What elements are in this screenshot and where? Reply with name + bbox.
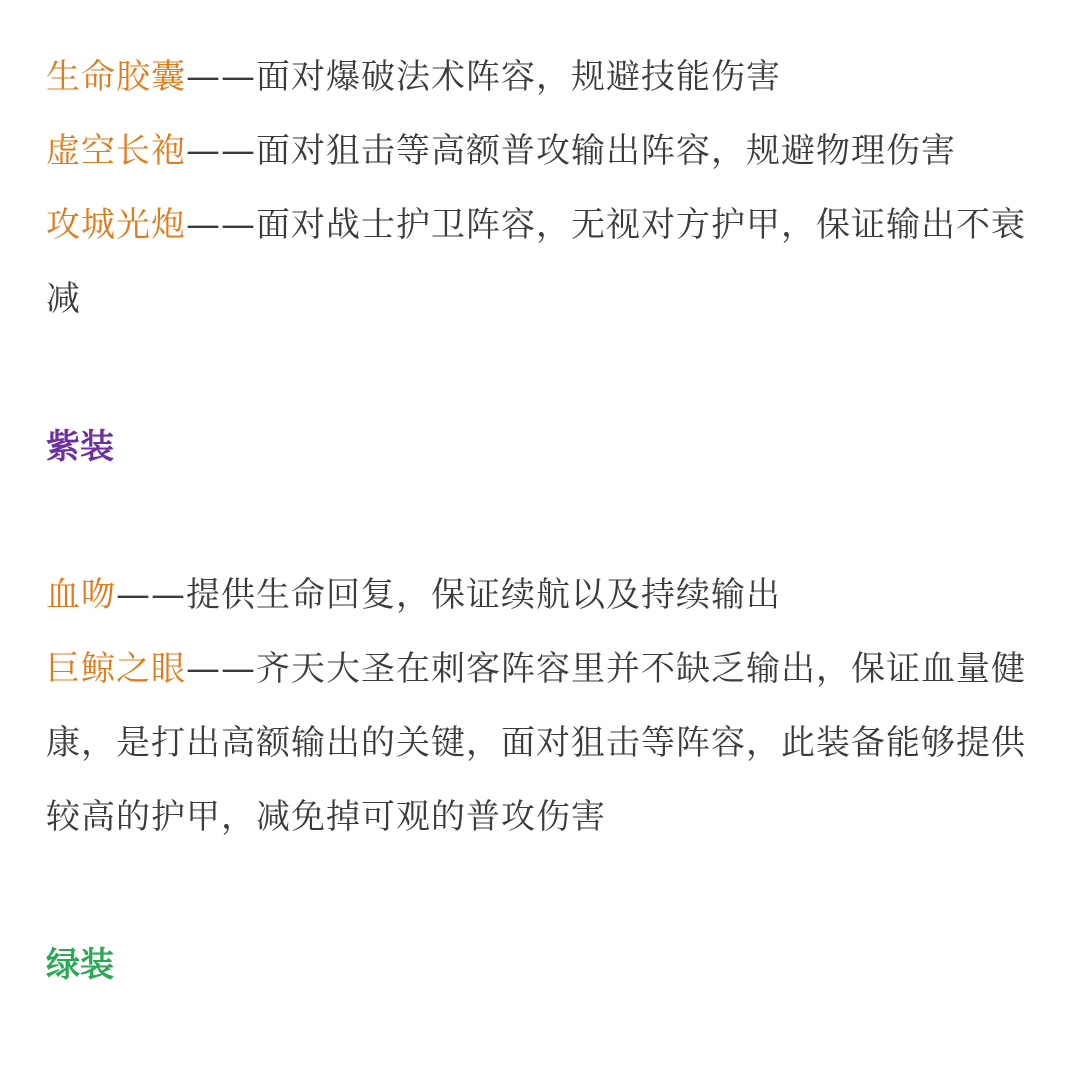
item-name: 生命胶囊	[46, 57, 186, 97]
section-heading-purple: 紫装	[46, 427, 114, 467]
article-content	[46, 40, 1046, 1002]
item-entry	[46, 114, 1046, 188]
spacer	[46, 336, 1046, 410]
item-description: ——面对狙击等高额普攻输出阵容，规避物理伤害	[186, 131, 956, 171]
item-entry	[46, 632, 1046, 854]
item-name: 血吻	[46, 575, 116, 615]
item-name: 虚空长袍	[46, 131, 186, 171]
section-heading-green: 绿装	[46, 945, 114, 985]
item-description: ——面对战士护卫阵容，无视对方护甲，保证输出不衰减	[46, 205, 1026, 319]
spacer	[46, 854, 1046, 928]
item-entry	[46, 188, 1046, 336]
item-name: 巨鲸之眼	[46, 649, 186, 689]
item-description: ——面对爆破法术阵容，规避技能伤害	[186, 57, 781, 97]
item-description: ——提供生命回复，保证续航以及持续输出	[116, 575, 781, 615]
item-entry	[46, 40, 1046, 114]
spacer	[46, 484, 1046, 558]
item-description: ——齐天大圣在刺客阵容里并不缺乏输出，保证血量健康，是打出高额输出的关键，面对狙击等阵容，此装备能够提供较高的护甲，减免掉可观的普攻伤害	[46, 649, 1026, 837]
item-name: 攻城光炮	[46, 205, 186, 245]
item-entry	[46, 558, 1046, 632]
